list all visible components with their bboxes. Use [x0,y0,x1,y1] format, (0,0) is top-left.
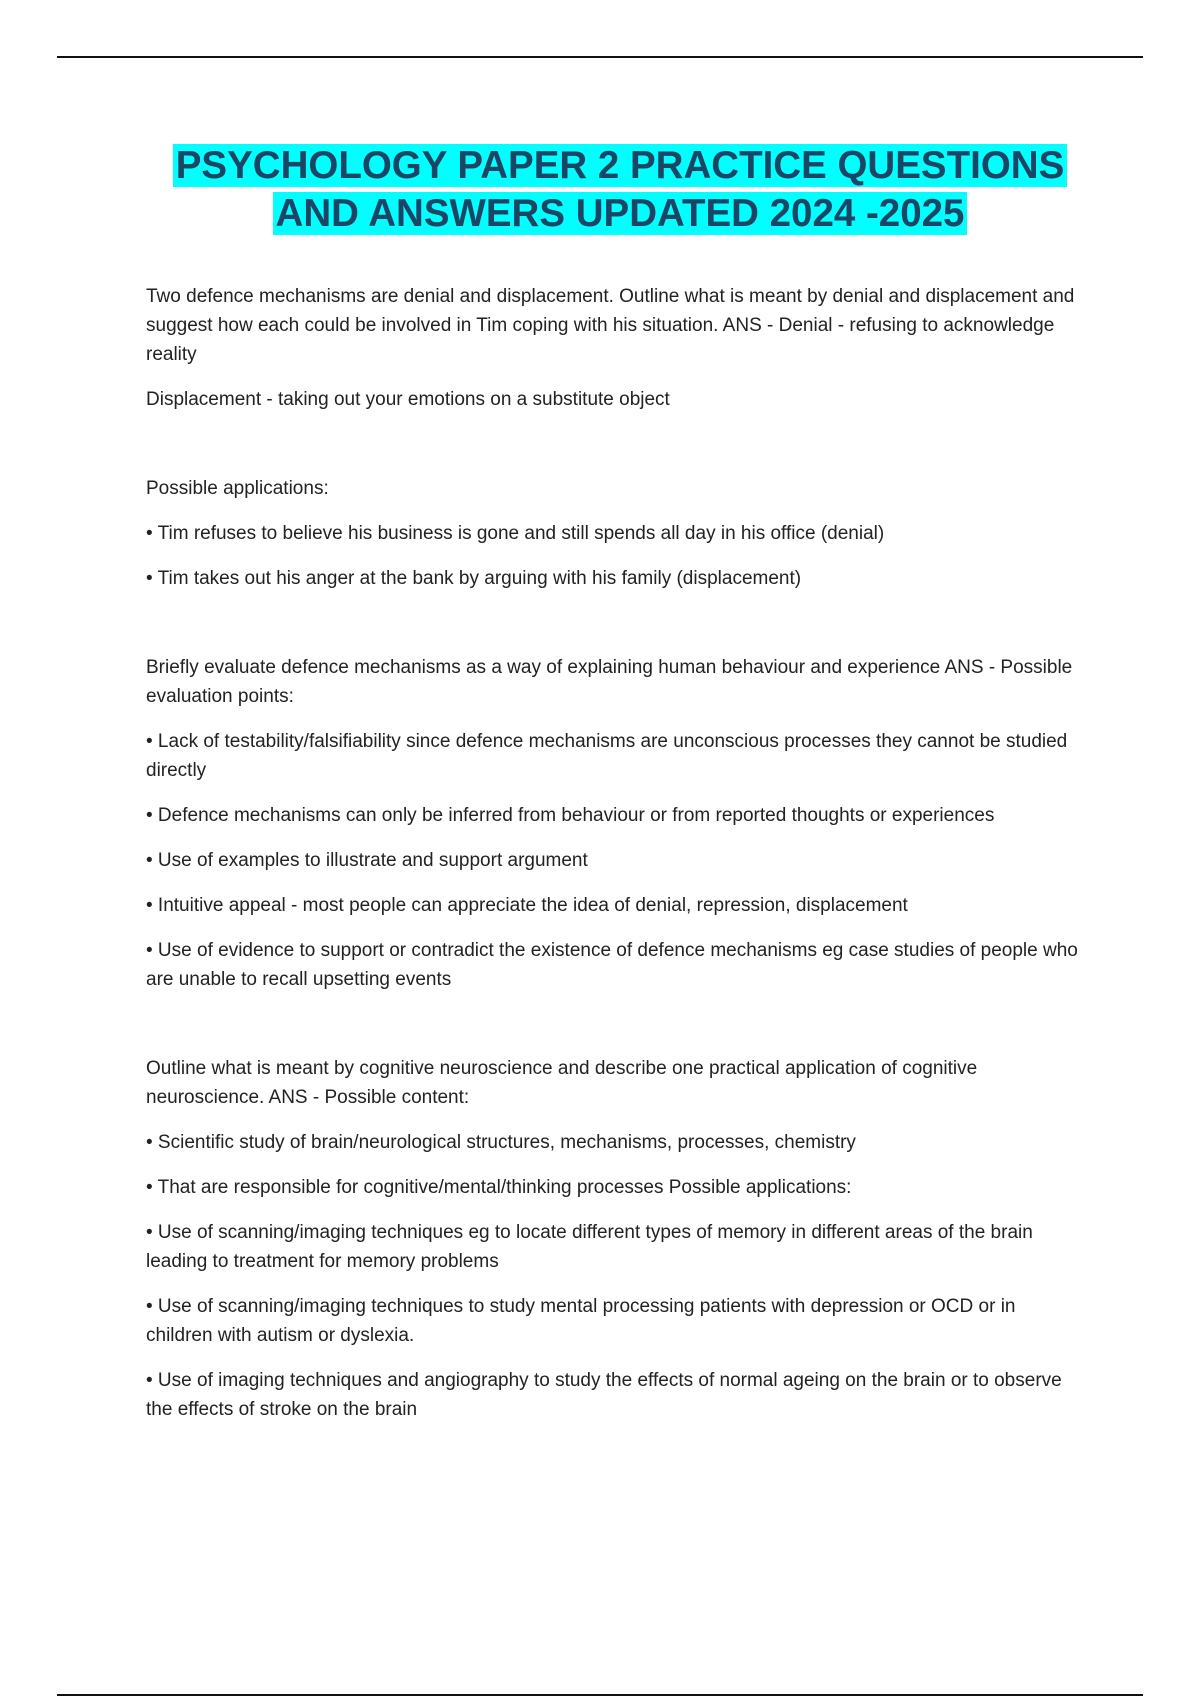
q1-bullet: • Tim takes out his anger at the bank by arguing with his family (displacement) [146,568,802,589]
q2-question: Briefly evaluate defence mechanisms as a way of explaining human behaviour and experience ANS - Possible evaluation points: [146,657,1073,707]
q1-question: Two defence mechanisms are denial and displacement. Outline what is meant by denial and displacement and suggest how each could be involved in Tim coping with his situation. ANS - Denial - refusing to acknowledge reality [146,286,1075,365]
q2-bullet: • Defence mechanisms can only be inferred from behaviour or from reported thoughts or experiences [146,805,995,826]
q2-bullet: • Intuitive appeal - most people can appreciate the idea of denial, repression, displacement [146,895,908,916]
q1-bullet: • Tim refuses to believe his business is gone and still spends all day in his office (denial) [146,523,885,544]
bottom-horizontal-rule [57,1694,1143,1696]
title-line-1: PSYCHOLOGY PAPER 2 PRACTICE QUESTIONS [173,144,1068,187]
q2-bullet: • Use of examples to illustrate and support argument [146,850,588,871]
q2-bullet: • Lack of testability/falsifiability since defence mechanisms are unconscious processes they cannot be studied directly [146,731,1068,781]
document-body [146,282,1086,1440]
q3-bullet: • Use of imaging techniques and angiography to study the effects of normal ageing on the brain or to observe the effects of stroke on the brain [146,1370,1062,1420]
q1-applications-heading: Possible applications: [146,478,329,499]
q3-bullet: • Use of scanning/imaging techniques eg to locate different types of memory in different areas of the brain leading to treatment for memory problems [146,1222,1033,1272]
q1-displacement: Displacement - taking out your emotions on a substitute object [146,389,670,410]
title-line-2: AND ANSWERS UPDATED 2024 -2025 [273,192,968,235]
q2-bullet: • Use of evidence to support or contradict the existence of defence mechanisms eg case studies of people who are unable to recall upsetting events [146,940,1078,990]
top-horizontal-rule [57,56,1143,58]
page-title [100,142,1140,238]
q3-bullet: • Use of scanning/imaging techniques to study mental processing patients with depression or OCD or in children with autism or dyslexia. [146,1296,1016,1346]
q3-question: Outline what is meant by cognitive neuroscience and describe one practical application of cognitive neuroscience. ANS - Possible content: [146,1058,978,1108]
q3-bullet: • Scientific study of brain/neurological structures, mechanisms, processes, chemistry [146,1132,856,1153]
q3-bullet: • That are responsible for cognitive/mental/thinking processes Possible applications: [146,1177,852,1198]
spacer [146,609,1086,653]
spacer [146,1010,1086,1054]
spacer [146,430,1086,474]
